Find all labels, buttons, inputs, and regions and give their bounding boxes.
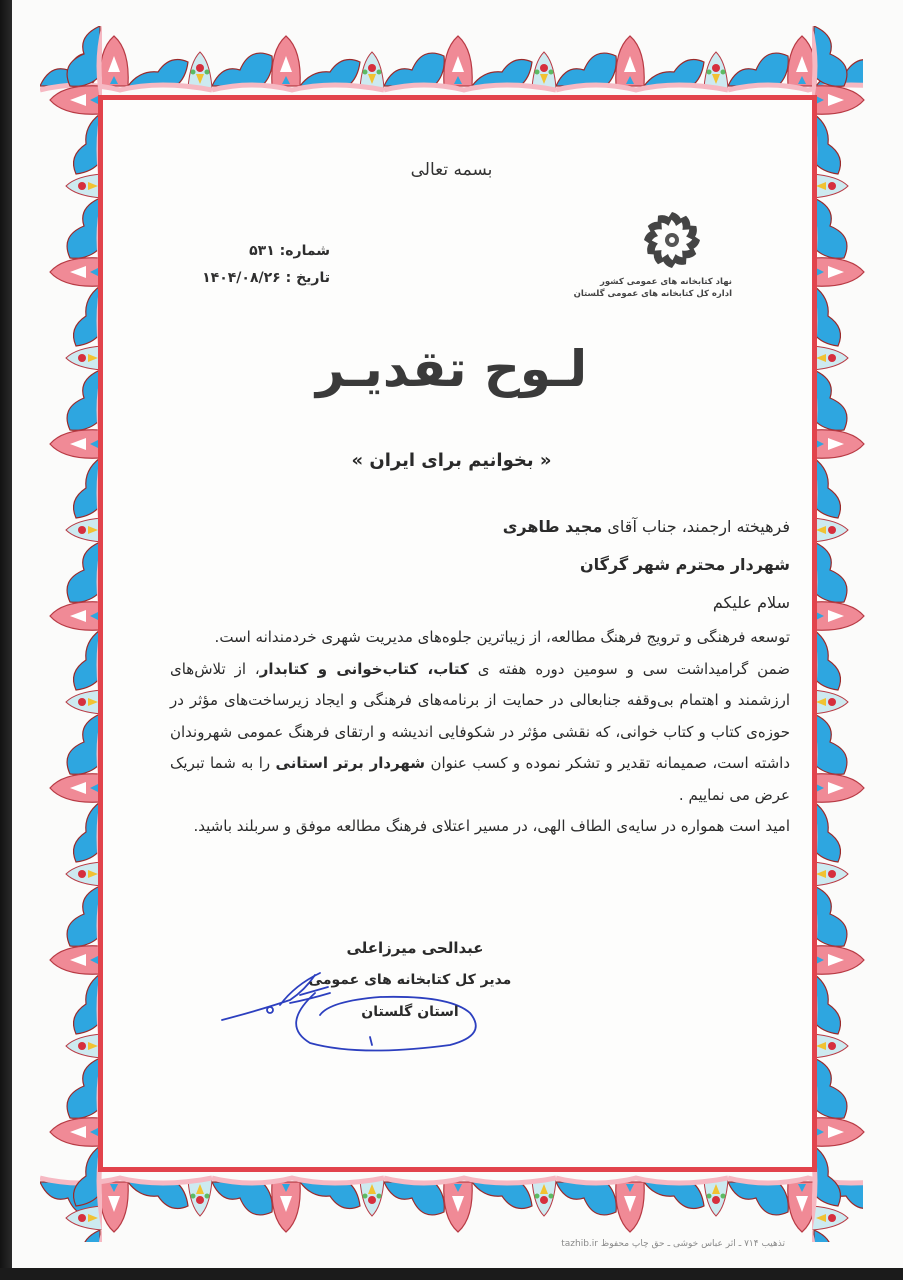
award-title: شهردار برتر استانی [275,754,426,772]
letter-number [202,238,330,265]
body-p2-part-a: ضمن گرامیداشت سی و سومین دوره هفته ی [477,659,790,678]
body-paragraph-2 [170,654,790,812]
book-week-title: کتاب، کتاب‌خوانی و کتابدار [259,659,469,678]
number-value: ۵۳۱ [249,243,275,259]
ornamental-border-top [40,26,863,98]
certificate-title: لـوح تقدیـر [315,340,588,398]
invocation-text: بسمه تعالی [410,160,493,180]
signatory-title: مدیر کل کتابخانه های عمومی [308,972,512,988]
body-paragraph-3: امید است همواره در سایه‌ی الطاف الهی، در مسیر اعتلای فرهنگ مطالعه موفق و سربلند باشید. [193,817,790,835]
date-value: ۱۴۰۴/۰۸/۲۶ [202,270,281,286]
footer-site: tazhib.ir [561,1239,598,1249]
recipient-name: مجید طاهری [502,517,603,536]
footer-credit [561,1239,785,1249]
greeting: سلام علیکم [712,593,790,612]
body-paragraph-1: توسعه فرهنگی و ترویج فرهنگ مطالعه، از زیباترین جلوه‌های مدیریت شهری خردمندانه است. [214,628,790,646]
logo-org-line-1: نهاد کتابخانه های عمومی کشور [599,277,732,287]
footer-credit-text: تذهیب ۷۱۴ ـ اثر عباس خوشی ـ حق چاپ محفوظ [600,1239,785,1249]
campaign-slogan: « بخوانیم برای ایران » [351,450,552,471]
number-label: شماره: [279,243,330,259]
logo-org-line-2: اداره کل کتابخانه های عمومی گلستان [573,289,732,299]
body-p2-part-c: را به شما تبریک عرض می نماییم . [170,754,790,804]
ornamental-border-right [812,26,874,1242]
photo-edge-left [0,0,12,1280]
salutation-prefix: فرهیخته ارجمند، جناب آقای [607,517,790,536]
certificate-body [170,508,790,843]
signatory-province: استان گلستان [361,1004,459,1020]
ornamental-border-left [40,26,102,1242]
salutation-line [170,508,790,546]
photo-edge-bottom [0,1268,903,1280]
body-p2-part-b: ، از تلاش‌های ارزشمند و اهتمام بی‌وقفه جنابعالی در حمایت از برنامه‌های فرهنگی و ایجاد زیرساخت‌های مؤثر در حوزه‌ی کتاب و کتاب خوانی، که نقشی مؤثر در شکوفایی اندیشه و ارتقای فرهنگ عمومی شهروندان داشته است، صمیمانه تقدیر و تشکر نموده و کسب عنوان [170,659,791,772]
organization-logo [573,208,732,300]
library-rosette-icon [640,208,704,272]
letter-date [202,265,330,292]
recipient-position: شهردار محترم شهر گرگان [580,555,790,574]
letter-meta [202,238,330,292]
ornamental-border-bottom [40,1170,863,1242]
signatory-name: عبدالحی میرزاعلی [346,939,484,957]
date-label: تاریخ : [285,270,330,286]
signature-block [250,932,530,1028]
